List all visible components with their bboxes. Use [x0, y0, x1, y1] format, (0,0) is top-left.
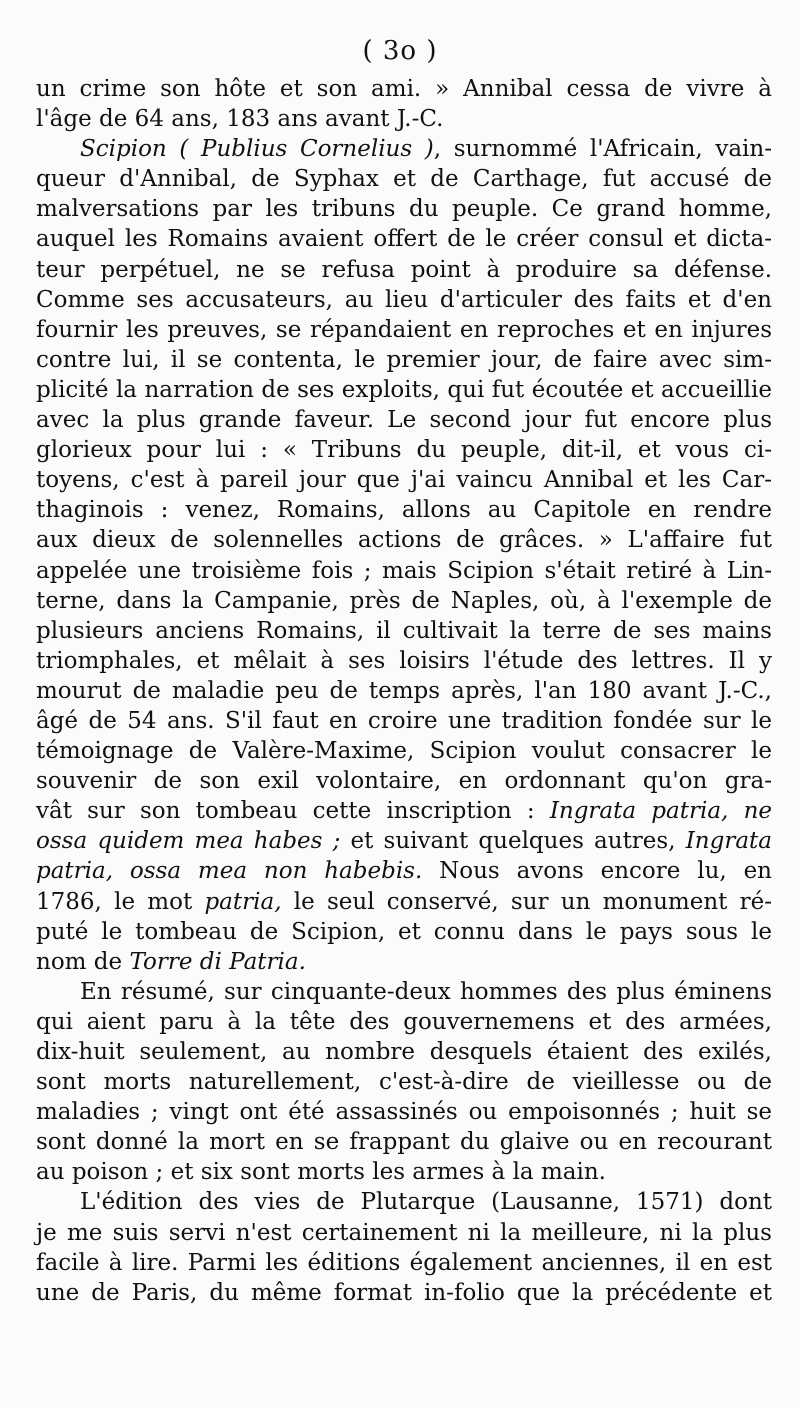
text-line: Scipion ( Publius Cornelius ), surnommé l'Africain, vain- — [80, 136, 772, 163]
text-line: nom de Torre di Patria. — [36, 948, 306, 975]
text-line: avec la plus grande faveur. Le second jour fut encore plus — [36, 407, 772, 434]
text-line: facile à lire. Parmi les éditions également anciennes, il en est — [36, 1249, 772, 1276]
text-line: je me suis servi n'est certainement ni la meilleure, ni la plus — [36, 1219, 772, 1246]
text-line: sont donné la mort en se frappant du glaive ou en recourant — [36, 1129, 772, 1156]
text-line: 1786, le mot patria, le seul conservé, sur un monument ré- — [36, 888, 773, 915]
text-line: fournir les preuves, se répandaient en reproches et en injures — [36, 316, 772, 343]
text-line: une de Paris, du même format in-folio que la précédente et — [36, 1279, 772, 1306]
text-line: Comme ses accusateurs, au lieu d'articuler des faits et d'en — [36, 286, 772, 313]
text-line: auquel les Romains avaient offert de le créer consul et dicta- — [36, 226, 772, 253]
text-line: L'édition des vies de Plutarque (Lausanne, 1571) dont — [80, 1189, 772, 1216]
text-line: témoignage de Valère-Maxime, Scipion voulut consacrer le — [36, 738, 772, 765]
text-line: contre lui, il se contenta, le premier jour, de faire avec sim- — [36, 346, 772, 373]
text-line: aux dieux de solennelles actions de grâces. » L'affaire fut — [36, 527, 772, 554]
text-line: souvenir de son exil volontaire, en ordonnant qu'on gra- — [36, 768, 772, 795]
text-line: triomphales, et mêlait à ses loisirs l'étude des lettres. Il y — [36, 647, 772, 674]
text-line: malversations par les tribuns du peuple. Ce grand homme, — [36, 196, 772, 223]
text-line: dix-huit seulement, au nombre desquels étaient des exilés, — [36, 1039, 772, 1065]
text-line: sont morts naturellement, c'est-à-dire de vieillesse ou de — [36, 1069, 772, 1096]
text-line: queur d'Annibal, de Syphax et de Carthage, fut accusé de — [36, 166, 772, 193]
text-line: maladies ; vingt ont été assassinés ou empoisonnés ; huit se — [36, 1099, 772, 1126]
text-line: terne, dans la Campanie, près de Naples, où, à l'exemple de — [36, 587, 772, 614]
text-line: au poison ; et six sont morts les armes à la main. — [36, 1159, 606, 1186]
text-line: mourut de maladie peu de temps après, l'an 180 avant J.-C., — [36, 677, 772, 704]
text-line: l'âge de 64 ans, 183 ans avant J.-C. — [36, 106, 444, 133]
text-line: appelée une troisième fois ; mais Scipion s'était retiré à Lin- — [36, 557, 772, 584]
text-line: patria, ossa mea non habebis. Nous avons encore lu, en — [36, 858, 772, 885]
text-line: thaginois : venez, Romains, allons au Capitole en rendre — [36, 497, 772, 524]
text-line: ossa quidem mea habes ; et suivant quelques autres, Ingrata — [36, 828, 772, 855]
text-line: un crime son hôte et son ami. » Annibal cessa de vivre à — [36, 76, 772, 102]
text-line: glorieux pour lui : « Tribuns du peuple, dit-il, et vous ci- — [36, 437, 772, 464]
text-line: teur perpétuel, ne se refusa point à produire sa défense. — [36, 256, 772, 283]
text-line: puté le tombeau de Scipion, et connu dans le pays sous le — [36, 918, 772, 945]
text-line: toyens, c'est à pareil jour que j'ai vaincu Annibal et les Car- — [36, 467, 772, 494]
text-line: plusieurs anciens Romains, il cultivait la terre de ses mains — [36, 617, 772, 644]
text-line: vât sur son tombeau cette inscription : Ingrata patria, ne — [36, 798, 773, 825]
text-line: plicité la narration de ses exploits, qui fut écoutée et accueillie — [36, 376, 772, 403]
page-number: ( 3o ) — [362, 36, 438, 66]
body-text — [36, 74, 772, 1308]
text-line: En résumé, sur cinquante-deux hommes des plus éminens — [80, 978, 772, 1005]
text-line: âgé de 54 ans. S'il faut en croire une tradition fondée sur le — [36, 707, 772, 734]
text-line: qui aient paru à la tête des gouvernemens et des armées, — [36, 1008, 772, 1035]
